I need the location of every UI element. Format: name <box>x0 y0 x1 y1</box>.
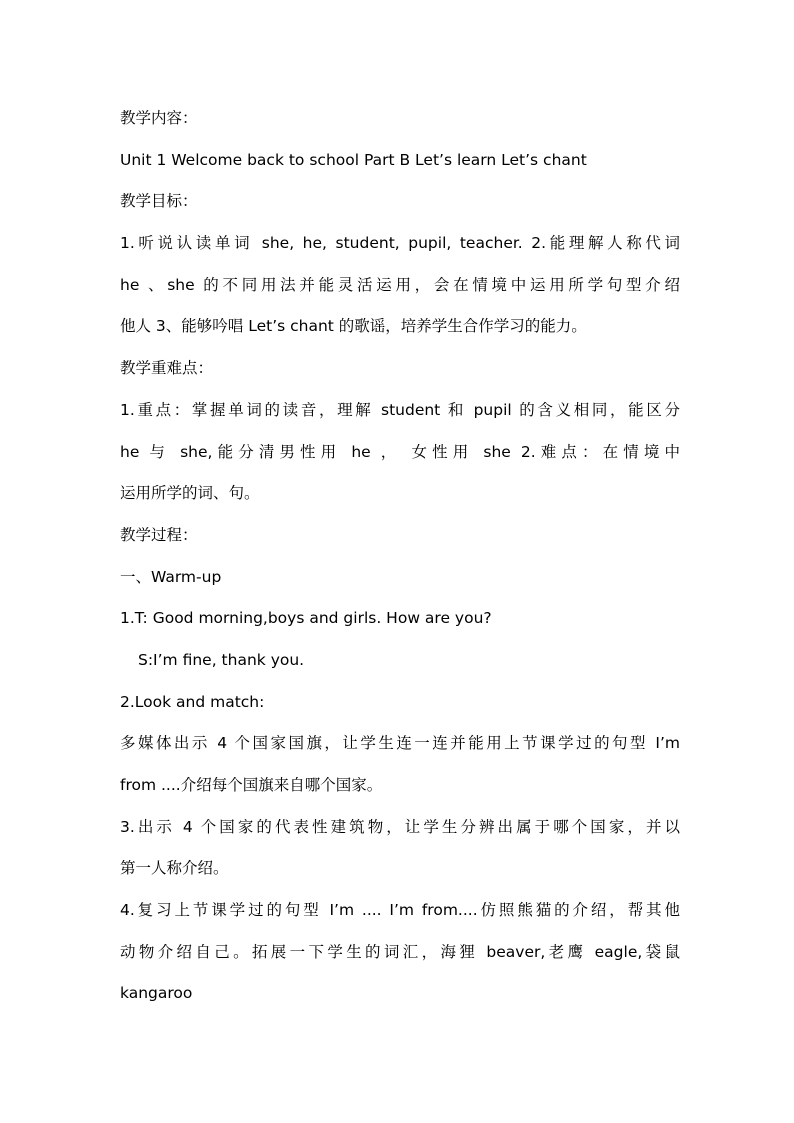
heading-key-points: 教学重难点： <box>120 359 214 378</box>
goals-line-2: he 、she 的不同用法并能灵活运用，会在情境中运用所学句型介绍 <box>120 275 680 294</box>
heading-teaching-content: 教学内容： <box>120 109 198 127</box>
heading-teaching-process: 教学过程： <box>120 525 198 544</box>
goals-line-3: 他人 3、能够吟唱 Let’s chant 的歌谣，培养学生合作学习的能力。 <box>120 317 587 336</box>
key-points-line-1: 1.重点：掌握单词的读音，理解 student 和 pupil 的含义相同，能区分 <box>120 400 680 419</box>
heading-teaching-goals: 教学目标： <box>120 192 198 211</box>
review-line-3: kangaroo <box>120 984 193 1003</box>
document-body <box>120 98 680 1015</box>
dialog-teacher: 1.T: Good morning,boys and girls. How are you? <box>120 609 492 628</box>
section-warm-up: 一、Warm-up <box>120 567 222 586</box>
flags-line-1: 多媒体出示 4 个国家国旗，让学生连一连并能用上节课学过的句型 I’m <box>120 734 680 753</box>
goals-line-1: 1.听说认读单词 she, he, student, pupil, teacher. 2.能理解人称代词 <box>120 234 680 253</box>
key-points-line-3: 运用所学的词、句。 <box>120 484 260 503</box>
buildings-line-1: 3.出示 4 个国家的代表性建筑物，让学生分辨出属于哪个国家，并以 <box>120 817 680 836</box>
buildings-line-2: 第一人称介绍。 <box>120 859 229 878</box>
look-and-match: 2.Look and match: <box>120 692 265 711</box>
key-points-line-2: he 与 she,能分清男性用 he ， 女性用 she 2.难点：在情境中 <box>120 442 680 461</box>
flags-line-2: from ....介绍每个国旗来自哪个国家。 <box>120 776 383 794</box>
review-line-1: 4.复习上节课学过的句型 I’m .... I’m from....仿照熊猫的介绍，帮其他 <box>120 901 680 920</box>
dialog-student: S:I’m fine, thank you. <box>138 650 305 669</box>
unit-title: Unit 1 Welcome back to school Part B Let’s learn Let’s chant <box>120 150 587 169</box>
review-line-2: 动物介绍自己。拓展一下学生的词汇，海狸 beaver,老鹰 eagle,袋鼠 <box>120 942 680 961</box>
